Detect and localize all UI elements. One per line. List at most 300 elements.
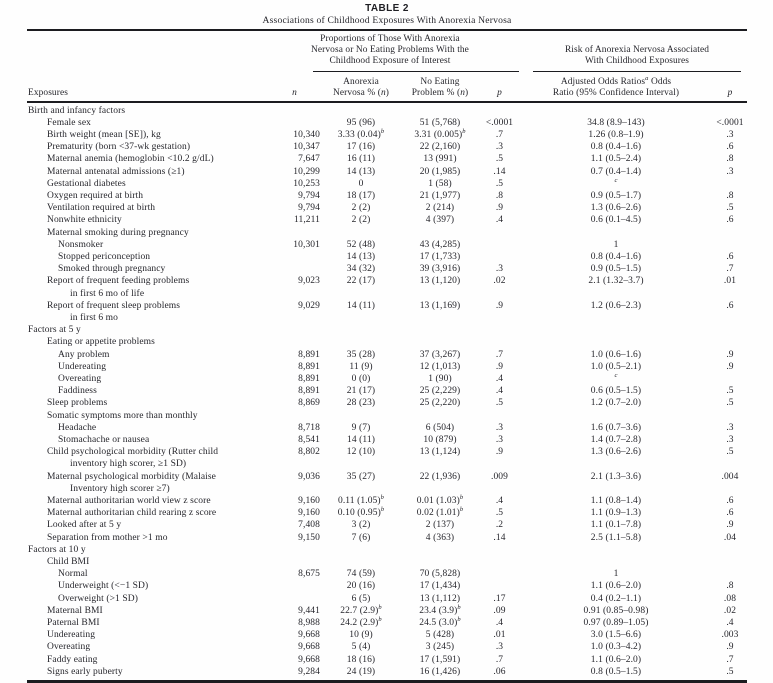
cell-exposure: Gestational diabetes: [47, 178, 126, 189]
cell-n: 7,647: [298, 154, 320, 165]
cell-n: 9,023: [298, 276, 320, 287]
cell-p2: [713, 178, 747, 190]
cell-p2: .01: [723, 276, 737, 287]
cell-an: 0.10 $(0.95)^b$: [337, 506, 385, 519]
cell-p1: .14: [493, 166, 506, 177]
cell-p2: .8: [726, 581, 734, 592]
cell-p1: .9: [495, 300, 504, 311]
table-row: [27, 275, 747, 299]
cell-n: 8,869: [298, 398, 320, 409]
cell-ne: [400, 556, 480, 568]
cell-exposure: Looked after at 5 y: [47, 520, 122, 531]
cell-an: 22 (17): [346, 276, 376, 287]
cell-an: 10 (9): [349, 630, 373, 641]
cell-an: 0.11 $(1.05)^b$: [337, 493, 385, 506]
cell-exposure: Child psychological morbidity (Rutter child inventory high scorer, ≥1 SD): [47, 447, 219, 470]
cell-an: [322, 324, 400, 336]
table-row: [27, 239, 747, 251]
column-group-proportions: [290, 34, 490, 67]
table-row: [27, 227, 747, 239]
cell-ne: 25 (2,229): [419, 386, 461, 397]
cell-p1: .09: [493, 605, 506, 616]
group2-underline: [533, 71, 741, 72]
column-group-risk: [533, 45, 741, 67]
cell-or: 0.7 (0.4–1.4): [590, 166, 642, 177]
cell-p1: .4: [495, 386, 504, 397]
cell-ne: 43 (4,285): [419, 239, 461, 250]
cell-an: 18 (16): [346, 654, 376, 665]
cell-or: 1.2 (0.6–2.3): [590, 300, 642, 311]
cell-p1: [480, 580, 519, 592]
cell-p2: [713, 239, 747, 251]
cell-n: 9,284: [298, 666, 320, 677]
column-header-exposures: Exposures: [28, 88, 68, 98]
cell-ne: 1 (90): [428, 373, 452, 384]
cell-exposure: Prematurity (born <37-wk gestation): [47, 142, 191, 153]
cell-exposure: Smoked through pregnancy: [58, 264, 166, 275]
table-row: [27, 629, 747, 641]
cell-p2: .6: [726, 508, 734, 519]
cell-p2: .5: [726, 666, 734, 677]
table-row: [27, 385, 747, 397]
table-row: [27, 641, 747, 653]
cell-ne: 3 (245): [425, 642, 455, 653]
cell-exposure: Nonwhite ethnicity: [47, 215, 122, 226]
cell-p2: .9: [726, 520, 734, 531]
cell-p1: .9: [495, 203, 504, 214]
cell-an: 17 (16): [346, 142, 376, 153]
cell-or: 1.2 (0.7–2.0): [590, 398, 642, 409]
cell-an: 9 (7): [351, 422, 371, 433]
cell-an: 35 (27): [346, 471, 376, 482]
cell-ne: [400, 410, 480, 422]
cell-p2: [713, 410, 747, 422]
cell-an: 24 (19): [346, 666, 376, 677]
ne-header-line2: Problem % (n): [411, 88, 469, 98]
cell-exposure: Separation from mother >1 mo: [47, 532, 168, 543]
cell-p2: .3: [726, 166, 734, 177]
column-header-no-eating-problem: [400, 77, 480, 99]
cell-exposure: Maternal smoking during pregnancy: [47, 227, 189, 238]
or-header-line2: Ratio (95% Confidence Interval): [552, 88, 680, 98]
cell-an: 3.33 $(0.04)^b$: [337, 127, 385, 140]
cell-an: [322, 105, 400, 117]
cell-ne: 51 (5,768): [419, 117, 461, 128]
cell-or: 0.9 (0.5–1.5): [590, 264, 642, 275]
cell-or: 1.1 (0.6–2.0): [590, 654, 642, 665]
cell-or: 1.1 (0.5–2.4): [590, 154, 642, 165]
table-subtitle: Associations of Childhood Exposures With Anorexia Nervosa: [262, 15, 512, 26]
cell-ne: 6 (504): [425, 422, 455, 433]
cell-or: c: [614, 371, 618, 379]
cell-exposure: Eating or appetite problems: [47, 337, 155, 348]
cell-ne: 39 (3,916): [419, 264, 461, 275]
cell-p2: .8: [726, 190, 734, 201]
cell-n: 9,160: [298, 508, 320, 519]
cell-n: [267, 227, 322, 239]
cell-p2: .6: [726, 300, 734, 311]
cell-exposure: Paternal BMI: [47, 618, 100, 629]
table-2: [27, 3, 747, 683]
cell-an: 7 (6): [351, 532, 371, 543]
cell-an: 16 (11): [346, 154, 376, 165]
cell-exposure: Child BMI: [47, 557, 90, 568]
cell-an: [322, 227, 400, 239]
cell-n: [267, 544, 322, 556]
cell-or: 0.91 (0.85–0.98): [583, 605, 649, 616]
cell-p1: .01: [493, 630, 506, 641]
cell-exposure: Overeating: [47, 642, 91, 653]
cell-p1: .7: [495, 654, 504, 665]
cell-p1: [480, 239, 519, 251]
cell-n: 9,668: [298, 642, 320, 653]
cell-p2: .6: [726, 142, 734, 153]
table-row: [27, 373, 747, 385]
cell-p1: .4: [495, 618, 504, 629]
cell-p2: [713, 544, 747, 556]
cell-p1: .2: [495, 520, 504, 531]
cell-or: 1.26 (0.8–1.9): [588, 129, 644, 140]
table-row: [27, 324, 747, 336]
cell-p1: .5: [495, 154, 504, 165]
cell-an: 6 (5): [351, 593, 371, 604]
group2-line1: Risk of Anorexia Nervosa Associated: [564, 45, 710, 55]
cell-n: 8,675: [298, 569, 320, 580]
cell-n: [267, 251, 322, 263]
cell-or: 1.6 (0.7–3.6): [590, 422, 642, 433]
cell-p1: .4: [495, 496, 504, 506]
cell-an: 34 (32): [346, 264, 376, 275]
cell-ne: [400, 544, 480, 556]
table-row: [27, 178, 747, 190]
cell-ne: 4 (363): [425, 532, 455, 543]
cell-p1: .9: [495, 361, 504, 372]
cell-ne: 12 (1,013): [419, 361, 461, 372]
cell-an: 21 (17): [346, 386, 376, 397]
table-row: [27, 336, 747, 348]
column-header-odds-ratio: [519, 74, 713, 99]
cell-an: 35 (28): [346, 349, 376, 360]
cell-or: 1.1 (0.9–1.3): [590, 508, 642, 519]
cell-ne: 13 (1,112): [419, 593, 461, 604]
table-row: [27, 166, 747, 178]
cell-p1: .8: [495, 190, 504, 201]
cell-n: 9,668: [298, 654, 320, 665]
cell-an: 22.7 $(2.9)^b$: [340, 603, 382, 616]
or-header-line1: Adjusted Odds Ratios$^a$ Odds: [560, 74, 672, 87]
cell-ne: 3.31 $(0.005)^b$: [414, 127, 466, 140]
cell-exposure: Oxygen required at birth: [47, 190, 144, 201]
cell-exposure: Maternal anemia (hemoglobin <10.2 g/dL): [47, 154, 214, 165]
cell-or: [519, 336, 713, 348]
cell-p1: .06: [493, 666, 506, 677]
cell-p2: .003: [721, 630, 739, 641]
cell-or: 2.5 (1.1–5.8): [590, 532, 642, 543]
cell-ne: 4 (397): [425, 215, 455, 226]
column-header-n: n: [292, 88, 297, 98]
table-row: [27, 361, 747, 373]
cell-n: 8,541: [298, 434, 320, 445]
cell-or: 0.8 (0.4–1.6): [590, 142, 642, 153]
cell-exposure: Female sex: [47, 117, 92, 128]
bottom-rule: [27, 680, 747, 683]
cell-ne: 10 (879): [423, 434, 457, 445]
cell-or: [519, 105, 713, 117]
cell-p1: .5: [495, 398, 504, 409]
cell-n: 9,794: [298, 190, 320, 201]
group2-line2: With Childhood Exposures: [584, 56, 690, 66]
cell-or: 1.1 (0.8–1.4): [590, 496, 642, 506]
cell-exposure: Report of frequent feeding problems in first 6 mo of life: [47, 276, 190, 299]
cell-p2: .004: [721, 471, 739, 482]
cell-n: [267, 324, 322, 336]
cell-n: 10,299: [293, 166, 320, 177]
cell-ne: 1 (58): [428, 178, 452, 189]
cell-p1: [480, 324, 519, 336]
cell-n: [267, 556, 322, 568]
table-row: [27, 556, 747, 568]
cell-p1: .3: [495, 422, 504, 433]
table-row: [27, 300, 747, 324]
cell-or: 1.1 (0.1–7.8): [590, 520, 642, 531]
cell-p1: [480, 556, 519, 568]
cell-p2: .4: [726, 618, 734, 629]
cell-p2: <.0001: [716, 117, 744, 128]
table-row: [27, 434, 747, 446]
cell-n: 10,347: [293, 142, 320, 153]
cell-n: 9,150: [298, 532, 320, 543]
cell-an: [322, 556, 400, 568]
cell-exposure: Maternal authoritarian child rearing z score: [47, 508, 217, 519]
table-row: [27, 263, 747, 275]
cell-p1: .02: [493, 276, 506, 287]
table-row: [27, 471, 747, 495]
table-row: [27, 214, 747, 226]
group1-line3: Childhood Exposure of Interest: [329, 56, 451, 66]
cell-ne: [400, 324, 480, 336]
cell-p1: .9: [495, 447, 504, 458]
cell-or: 0.4 (0.2–1.1): [590, 593, 642, 604]
cell-ne: 21 (1,977): [419, 190, 461, 201]
cell-or: [519, 556, 713, 568]
cell-n: 8,802: [298, 447, 320, 458]
cell-or: 1.0 (0.3–4.2): [590, 642, 642, 653]
cell-an: [322, 336, 400, 348]
cell-n: [267, 263, 322, 275]
cell-p2: .02: [723, 605, 737, 616]
cell-p1: .7: [495, 349, 504, 360]
cell-n: 8,718: [298, 422, 320, 433]
cell-ne: 22 (1,936): [419, 471, 461, 482]
cell-an: 2 (2): [351, 203, 371, 214]
table-row: [27, 580, 747, 592]
an-header-line2: Nervosa % (n): [333, 88, 389, 98]
cell-n: 9,668: [298, 630, 320, 641]
cell-ne: 13 (1,124): [419, 447, 461, 458]
cell-p1: .3: [495, 142, 504, 153]
cell-p2: .08: [723, 593, 737, 604]
cell-n: 10,301: [293, 239, 320, 250]
cell-ne: 13 (991): [423, 154, 457, 165]
cell-exposure: Birth and infancy factors: [28, 105, 126, 116]
cell-p2: .6: [726, 496, 734, 506]
cell-an: 20 (16): [346, 581, 376, 592]
table-row: [27, 617, 747, 629]
cell-or: [519, 324, 713, 336]
cell-an: 24.2 $(2.9)^b$: [340, 615, 382, 629]
cell-n: 10,253: [293, 178, 320, 189]
cell-an: [322, 544, 400, 556]
table-row: [27, 410, 747, 422]
cell-ne: 2 (137): [425, 520, 455, 531]
cell-exposure: Maternal psychological morbidity (Malaise Inventory high scorer ≥7): [47, 471, 216, 494]
cell-or: 0.8 (0.4–1.6): [590, 251, 642, 262]
cell-or: [519, 544, 713, 556]
cell-n: [267, 580, 322, 592]
cell-ne: 20 (1,985): [419, 166, 461, 177]
cell-n: 8,891: [298, 361, 320, 372]
cell-p1: [480, 105, 519, 117]
table-row: [27, 495, 747, 507]
cell-n: 9,160: [298, 496, 320, 506]
cell-exposure: Undereating: [47, 630, 96, 641]
cell-an: 74 (59): [346, 569, 376, 580]
cell-ne: [400, 227, 480, 239]
cell-ne: 24.5 $(3.0)^b$: [419, 615, 461, 629]
cell-an: 5 (4): [351, 642, 371, 653]
column-header-p1: p: [497, 88, 502, 98]
cell-or: 1.3 (0.6–2.6): [590, 447, 642, 458]
cell-n: [267, 105, 322, 117]
cell-exposure: Sleep problems: [47, 398, 108, 409]
cell-ne: 37 (3,267): [419, 349, 461, 360]
cell-p2: .9: [726, 361, 734, 372]
table-title: TABLE 2: [365, 3, 409, 14]
cell-p2: [713, 373, 747, 385]
cell-n: 8,891: [298, 349, 320, 360]
cell-p1: <.0001: [485, 117, 514, 128]
table-row: [27, 422, 747, 434]
table-row: [27, 605, 747, 617]
table-row: [27, 129, 747, 141]
cell-exposure: Stopped periconception: [58, 251, 151, 262]
cell-or: 0.9 (0.5–1.7): [590, 190, 642, 201]
cell-p1: .3: [495, 642, 504, 653]
cell-exposure: Somatic symptoms more than monthly: [47, 410, 198, 421]
table-row: [27, 568, 747, 580]
cell-p1: .3: [495, 264, 504, 275]
cell-p2: .5: [726, 447, 734, 458]
cell-p1: [480, 336, 519, 348]
cell-n: 8,988: [298, 618, 320, 629]
cell-p2: .5: [726, 398, 734, 409]
cell-ne: [400, 336, 480, 348]
cell-p1: .3: [495, 434, 504, 445]
cell-n: [267, 410, 322, 422]
cell-exposure: Overweight (>1 SD): [58, 593, 138, 604]
cell-p1: .4: [495, 373, 504, 384]
cell-or: 3.0 (1.5–6.6): [590, 630, 642, 641]
cell-p1: [480, 568, 519, 580]
cell-p2: .3: [726, 434, 734, 445]
an-header-line1: Anorexia: [343, 77, 379, 87]
cell-ne: 13 (1,169): [419, 300, 461, 311]
table-row: [27, 544, 747, 556]
cell-n: 11,211: [293, 215, 320, 226]
table-header: [27, 29, 747, 103]
cell-exposure: Signs early puberty: [47, 666, 123, 677]
table-row: [27, 153, 747, 165]
cell-p2: .9: [726, 642, 734, 653]
cell-p2: .7: [726, 654, 734, 665]
cell-p2: .3: [726, 422, 734, 433]
cell-ne: 17 (1,733): [419, 251, 461, 262]
cell-p1: .4: [495, 215, 504, 226]
cell-or: 1: [613, 569, 619, 580]
cell-or: 0.8 (0.5–1.5): [590, 666, 642, 677]
cell-or: 2.1 (1.3–3.6): [590, 471, 642, 482]
cell-p1: [480, 227, 519, 239]
cell-exposure: Headache: [58, 422, 97, 433]
cell-n: [267, 593, 322, 605]
cell-an: 14 (13): [346, 166, 376, 177]
cell-p1: .17: [493, 593, 506, 604]
cell-ne: 25 (2,220): [419, 398, 461, 409]
cell-exposure: Stomachache or nausea: [58, 434, 150, 445]
table-body: [27, 105, 747, 679]
table-row: [27, 349, 747, 361]
cell-p2: [713, 568, 747, 580]
table-row: [27, 507, 747, 519]
table-row: [27, 593, 747, 605]
table-row: [27, 251, 747, 263]
cell-ne: 17 (1,434): [419, 581, 461, 592]
cell-exposure: Ventilation required at birth: [47, 203, 156, 214]
cell-p2: [713, 227, 747, 239]
cell-or: 1.4 (0.7–2.8): [590, 434, 642, 445]
cell-p2: .5: [726, 386, 734, 397]
cell-exposure: Normal: [58, 569, 88, 580]
cell-exposure: Maternal authoritarian world view z score: [47, 496, 211, 506]
cell-exposure: Maternal antenatal admissions (≥1): [47, 166, 185, 177]
cell-exposure: Any problem: [58, 349, 110, 360]
cell-ne: 0.02 $(1.01)^b$: [416, 506, 464, 519]
table-row: [27, 397, 747, 409]
cell-or: 2.1 (1.32–3.7): [588, 276, 644, 287]
cell-p2: .9: [726, 349, 734, 360]
cell-n: 8,891: [298, 386, 320, 397]
cell-or: 1.1 (0.6–2.0): [590, 581, 642, 592]
cell-ne: 0.01 $(1.03)^b$: [416, 493, 464, 506]
cell-exposure: Factors at 10 y: [28, 544, 86, 555]
cell-or: 1.0 (0.5–2.1): [590, 361, 642, 372]
cell-p2: .04: [723, 532, 737, 543]
cell-an: 14 (11): [346, 300, 376, 311]
cell-an: 28 (23): [346, 398, 376, 409]
cell-ne: [400, 105, 480, 117]
cell-p2: [713, 556, 747, 568]
group1-line1: Proportions of Those With Anorexia: [320, 34, 460, 44]
cell-n: 10,340: [293, 129, 320, 140]
cell-ne: 70 (5,828): [419, 569, 461, 580]
cell-p2: .6: [726, 251, 734, 262]
cell-p1: [480, 544, 519, 556]
table-row: [27, 519, 747, 531]
cell-an: 12 (10): [346, 447, 376, 458]
cell-or: 1.3 (0.6–2.6): [590, 203, 642, 214]
cell-p2: [713, 105, 747, 117]
cell-or: [519, 410, 713, 422]
